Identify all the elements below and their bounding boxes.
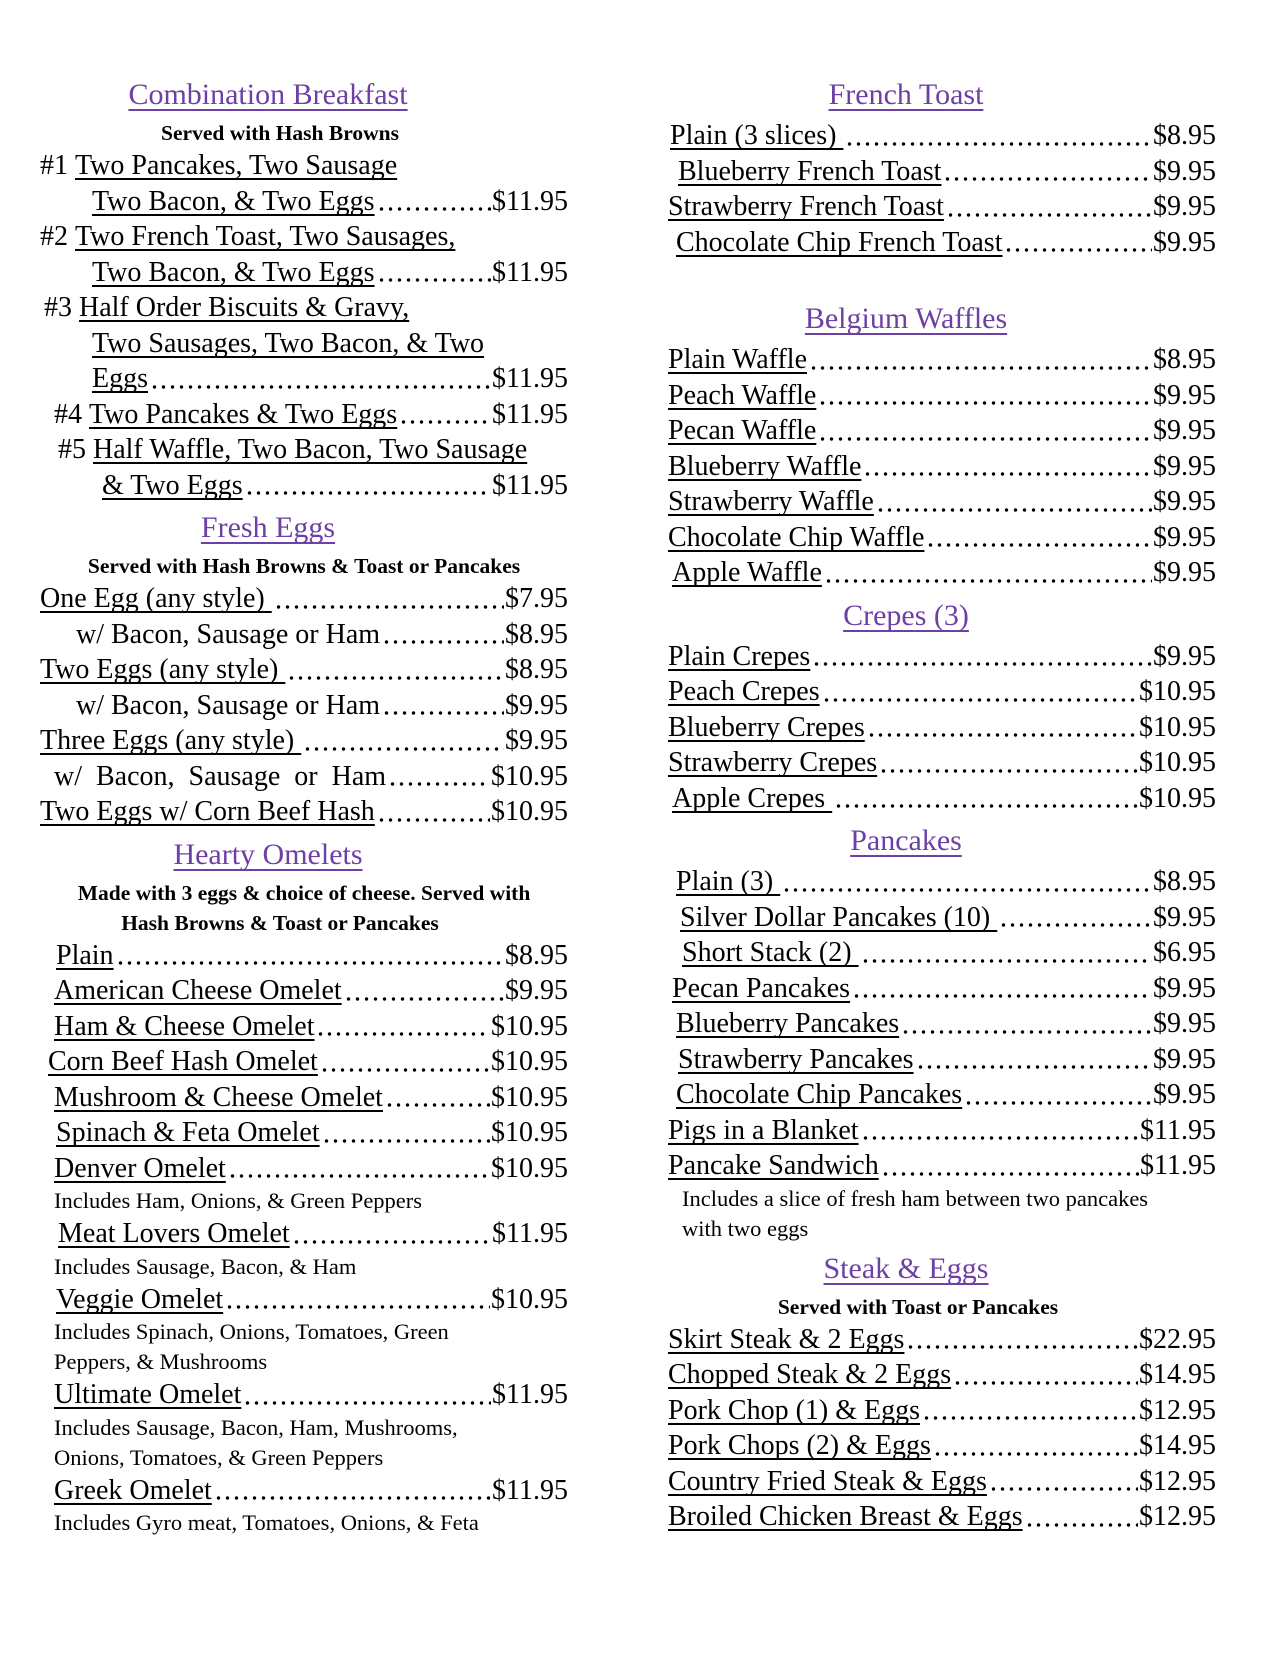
- menu-item-name: Two Sausages, Two Bacon, & Two: [92, 327, 485, 359]
- menu-item-name: One Egg (any style): [40, 583, 272, 614]
- menu-item: [668, 413, 1216, 449]
- dot-leader: [861, 959, 1152, 963]
- menu-item-price: $11.95: [492, 1218, 568, 1249]
- section-title: Fresh Eggs: [200, 511, 336, 544]
- menu-item: [40, 1216, 568, 1252]
- item-number: #1: [40, 150, 75, 181]
- section-subtitle: Served with Toast or Pancakes: [777, 1294, 1059, 1319]
- menu-item-name: Pigs in a Blanket: [668, 1114, 859, 1146]
- menu-item-price: $11.95: [492, 256, 568, 288]
- menu-item: [668, 674, 1216, 710]
- menu-item: [40, 1473, 568, 1509]
- menu-item-name: Blueberry Waffle: [668, 450, 862, 482]
- menu-item: [40, 290, 568, 326]
- menu-item-price: $9.95: [1153, 521, 1216, 553]
- menu-item: [668, 1499, 1216, 1535]
- section-combination-breakfast: [40, 76, 568, 503]
- menu-item-price: $9.95: [1153, 1008, 1216, 1039]
- menu-item-price: $9.95: [1153, 486, 1216, 517]
- menu-item-name: Mushroom & Cheese Omelet: [54, 1081, 383, 1113]
- dot-leader: [946, 213, 1152, 217]
- menu-item: [668, 189, 1216, 225]
- menu-item-price: $9.95: [1153, 379, 1216, 411]
- menu-item-name: Half Order Biscuits & Gravy,: [79, 292, 410, 323]
- menu-item-name: Denver Omelet: [54, 1152, 226, 1184]
- menu-item-name: Pecan Waffle: [668, 415, 817, 446]
- menu-item-name: Plain: [56, 939, 114, 971]
- column-left: [40, 70, 568, 1659]
- dot-leader: [382, 711, 504, 715]
- dot-leader: [863, 472, 1152, 476]
- menu-item-name: w/ Bacon, Sausage or Ham: [76, 618, 381, 650]
- menu-item-name: Two Eggs w/ Corn Beef Hash: [40, 796, 375, 827]
- menu-item-price: $9.95: [505, 725, 568, 756]
- menu-item-name: Peach Waffle: [668, 379, 817, 411]
- dot-leader: [382, 640, 504, 644]
- menu-item: [40, 1115, 568, 1151]
- dot-leader: [228, 1174, 490, 1178]
- menu-item: [668, 971, 1216, 1007]
- menu-item-name: Two Pancakes & Two Eggs: [89, 398, 398, 430]
- dot-leader: [385, 1103, 490, 1107]
- menu-item-price: $9.95: [1153, 1043, 1216, 1075]
- menu-item: [668, 1464, 1216, 1500]
- menu-item-price: $9.95: [1153, 191, 1216, 222]
- menu-item: [668, 1322, 1216, 1358]
- menu-item-name: Blueberry Pancakes: [676, 1008, 900, 1039]
- item-description: Includes Sausage, Bacon, & Ham: [54, 1253, 357, 1279]
- section-fresh-eggs: [40, 509, 568, 830]
- dot-leader: [822, 698, 1138, 702]
- menu-item: [668, 1148, 1216, 1184]
- dot-leader: [320, 1068, 490, 1072]
- menu-item-price: $9.95: [1153, 640, 1216, 672]
- menu-item-price: $11.95: [492, 1379, 568, 1410]
- dot-leader: [876, 508, 1152, 512]
- dot-leader: [867, 733, 1138, 737]
- section-title: Combination Breakfast: [128, 78, 408, 111]
- section-crepes-3: [668, 597, 1216, 817]
- menu-item-price: $10.95: [491, 1152, 568, 1184]
- menu-item: [668, 520, 1216, 556]
- menu-item-name: Plain Waffle: [668, 344, 808, 375]
- menu-item-name: Two Bacon, & Two Eggs: [92, 185, 375, 217]
- menu-item-price: $22.95: [1139, 1323, 1216, 1355]
- menu-item-price: $9.95: [1153, 557, 1216, 588]
- dot-leader: [845, 142, 1152, 146]
- dot-leader: [953, 1381, 1138, 1385]
- menu-item-name: & Two Eggs: [102, 469, 243, 501]
- menu-item: [40, 1080, 568, 1116]
- menu-item: [40, 1044, 568, 1080]
- menu-item-name: Chocolate Chip French Toast: [676, 226, 1003, 258]
- menu-item-price: $8.95: [1153, 344, 1216, 375]
- menu-item-price: $9.95: [1153, 155, 1216, 187]
- dot-leader: [316, 1032, 490, 1036]
- menu-item-price: $14.95: [1139, 1359, 1216, 1390]
- dot-leader: [274, 605, 504, 609]
- menu-item: [668, 1113, 1216, 1149]
- menu-item-price: $9.95: [1153, 450, 1216, 482]
- menu-item-name: Two Bacon, & Two Eggs: [92, 256, 375, 288]
- section-belgium-waffles: [668, 300, 1216, 591]
- menu-item-name: Apple Crepes: [672, 782, 833, 814]
- dot-leader: [926, 543, 1152, 547]
- menu-item-price: $14.95: [1139, 1430, 1216, 1461]
- menu-item-price: $12.95: [1139, 1465, 1216, 1497]
- item-description: Includes a slice of fresh ham between two pancakes: [682, 1185, 1149, 1211]
- dot-leader: [388, 782, 490, 786]
- item-description: with two eggs: [682, 1215, 809, 1241]
- menu-item-name: Broiled Chicken Breast & Eggs: [668, 1501, 1023, 1532]
- menu-item-price: $12.95: [1139, 1501, 1216, 1532]
- menu-item-name: Short Stack (2): [682, 937, 859, 968]
- dot-leader: [852, 994, 1152, 998]
- menu-item-name: Corn Beef Hash Omelet: [48, 1046, 318, 1077]
- menu-item-name: Strawberry Pancakes: [678, 1043, 914, 1075]
- menu-item: [40, 723, 568, 759]
- dot-leader: [287, 676, 504, 680]
- section-title: Crepes (3): [843, 598, 969, 632]
- menu-item-name: Chocolate Chip Pancakes: [676, 1079, 963, 1110]
- dot-leader: [225, 1305, 490, 1309]
- section-title: French Toast: [828, 78, 984, 111]
- menu-item-name: Pork Chop (1) & Eggs: [668, 1394, 920, 1426]
- item-number: #5: [58, 434, 93, 465]
- menu-item: [668, 1428, 1216, 1464]
- item-number: #3: [44, 292, 79, 323]
- dot-leader: [243, 1401, 491, 1405]
- menu-item: [668, 864, 1216, 900]
- menu-item: [40, 973, 568, 1009]
- dot-leader: [881, 1172, 1139, 1176]
- dot-leader: [782, 888, 1152, 892]
- menu-item-price: $9.95: [1153, 1079, 1216, 1110]
- menu-item-name: Spinach & Feta Omelet: [56, 1117, 320, 1148]
- dot-leader: [303, 747, 504, 751]
- dot-leader: [377, 207, 491, 211]
- menu-item: [668, 484, 1216, 520]
- menu-item-name: Plain Crepes: [668, 640, 811, 672]
- menu-item-name: w/ Bacon, Sausage or Ham: [76, 689, 381, 721]
- menu-item: [668, 745, 1216, 781]
- menu-item-name: w/ Bacon, Sausage or Ham: [54, 760, 387, 792]
- menu-item-price: $9.95: [1153, 226, 1216, 258]
- menu-item-price: $6.95: [1153, 937, 1216, 968]
- menu-item-name: Plain (3 slices): [670, 120, 844, 151]
- dot-leader: [834, 804, 1138, 808]
- menu-item-price: $9.95: [505, 689, 568, 721]
- dot-leader: [818, 401, 1152, 405]
- menu-item: [40, 617, 568, 653]
- menu-item-price: $11.95: [492, 363, 568, 394]
- menu-item-price: $11.95: [1140, 1114, 1216, 1146]
- dot-leader: [116, 961, 504, 965]
- dot-leader: [999, 923, 1152, 927]
- menu-item: [668, 1393, 1216, 1429]
- menu-item-name: Two Eggs (any style): [40, 654, 286, 685]
- section-subtitle: Made with 3 eggs & choice of cheese. Served with: [77, 880, 531, 905]
- menu-item-price: $8.95: [1153, 120, 1216, 151]
- menu-item: [40, 652, 568, 688]
- item-description: Includes Gyro meat, Tomatoes, Onions, & Feta: [54, 1510, 479, 1535]
- menu-item-name: Three Eggs (any style): [40, 725, 302, 756]
- menu-item-name: Pork Chops (2) & Eggs: [668, 1430, 931, 1461]
- menu-item: [668, 710, 1216, 746]
- menu-item: [668, 555, 1216, 591]
- menu-item-price: $9.95: [1153, 415, 1216, 446]
- dot-leader: [292, 1240, 491, 1244]
- menu-item-price: $8.95: [1153, 866, 1216, 897]
- menu-item: [40, 1151, 568, 1187]
- section-subtitle: Hash Browns & Toast or Pancakes: [121, 910, 439, 935]
- menu-item-name: Eggs: [92, 363, 148, 394]
- menu-item: [40, 255, 568, 291]
- menu-item: [40, 326, 568, 362]
- menu-item-name: Silver Dollar Pancakes (10): [680, 901, 998, 933]
- menu-item: [668, 154, 1216, 190]
- section-hearty-omelets: [40, 836, 568, 1539]
- dot-leader: [818, 437, 1152, 441]
- menu-item-price: $7.95: [505, 583, 568, 614]
- dot-leader: [150, 385, 491, 389]
- dot-leader: [245, 491, 491, 495]
- section-title: Belgium Waffles: [804, 302, 1008, 335]
- menu-item-name: Chocolate Chip Waffle: [668, 521, 925, 553]
- dot-leader: [933, 1452, 1138, 1456]
- menu-item-name: Veggie Omelet: [56, 1283, 224, 1315]
- menu-item: [40, 759, 568, 795]
- item-description: Peppers, & Mushrooms: [54, 1349, 268, 1374]
- menu-item-price: $10.95: [1139, 747, 1216, 778]
- menu-item-name: Two French Toast, Two Sausages,: [75, 221, 456, 252]
- menu-item: [40, 1009, 568, 1045]
- menu-item: [668, 1077, 1216, 1113]
- dot-leader: [809, 366, 1152, 370]
- menu-item: [40, 219, 568, 255]
- menu-item-name: Plain (3): [676, 866, 781, 897]
- menu-item-price: $8.95: [505, 939, 568, 971]
- menu-item: [40, 361, 568, 397]
- menu-item: [40, 432, 568, 468]
- menu-item-price: $11.95: [492, 185, 568, 217]
- menu-item-price: $11.95: [492, 1474, 568, 1506]
- item-description: Includes Spinach, Onions, Tomatoes, Green: [54, 1319, 449, 1344]
- dot-leader: [916, 1065, 1152, 1069]
- menu-item: [668, 118, 1216, 154]
- menu-item-price: $10.95: [1139, 711, 1216, 743]
- menu-item-price: $11.95: [492, 469, 568, 501]
- menu-item-name: American Cheese Omelet: [54, 975, 342, 1006]
- menu-item-name: Two Pancakes, Two Sausage: [75, 150, 398, 181]
- menu-item-name: Half Waffle, Two Bacon, Two Sausage: [93, 434, 528, 465]
- menu-item-price: $10.95: [491, 1081, 568, 1113]
- menu-item-name: Skirt Steak & 2 Eggs: [668, 1323, 905, 1355]
- menu-item-price: $9.95: [1153, 901, 1216, 933]
- menu-item-name: Pecan Pancakes: [672, 972, 851, 1004]
- menu-item: [668, 1042, 1216, 1078]
- menu-item-name: Strawberry French Toast: [668, 191, 944, 222]
- dot-leader: [906, 1345, 1138, 1349]
- menu-item-name: Apple Waffle: [672, 557, 822, 588]
- dot-leader: [922, 1416, 1138, 1420]
- menu-item-price: $10.95: [1139, 676, 1216, 707]
- dot-leader: [964, 1101, 1152, 1105]
- menu-item-name: Strawberry Waffle: [668, 486, 874, 517]
- menu-item: [40, 688, 568, 724]
- dot-leader: [989, 1487, 1138, 1491]
- menu-item: [668, 935, 1216, 971]
- dot-leader: [812, 662, 1152, 666]
- dot-leader: [1004, 248, 1152, 252]
- menu-item-price: $8.95: [505, 654, 568, 685]
- dot-leader: [399, 420, 491, 424]
- menu-item-price: $11.95: [492, 398, 568, 430]
- dot-leader: [879, 769, 1138, 773]
- dot-leader: [377, 278, 491, 282]
- item-description: Includes Sausage, Bacon, Ham, Mushrooms,: [54, 1414, 458, 1440]
- dot-leader: [1025, 1523, 1138, 1527]
- menu-item-price: $11.95: [1140, 1150, 1216, 1181]
- menu-item: [40, 581, 568, 617]
- menu-item-name: Country Fried Steak & Eggs: [668, 1465, 987, 1497]
- menu-item-price: $10.95: [491, 1117, 568, 1148]
- menu-item: [668, 342, 1216, 378]
- menu-item: [40, 397, 568, 433]
- menu-item-name: Strawberry Crepes: [668, 747, 878, 778]
- menu-item: [40, 938, 568, 974]
- menu-item-name: Greek Omelet: [54, 1474, 212, 1506]
- menu-item: [40, 148, 568, 184]
- menu-item: [40, 1282, 568, 1318]
- menu-item-price: $10.95: [491, 760, 568, 792]
- menu-item: [40, 468, 568, 504]
- menu-item-price: $10.95: [1139, 782, 1216, 814]
- menu-item: [40, 1377, 568, 1413]
- dot-leader: [943, 177, 1152, 181]
- menu-item-price: $8.95: [505, 618, 568, 650]
- menu-item: [40, 794, 568, 830]
- menu-item-price: $12.95: [1139, 1394, 1216, 1426]
- menu-item-price: $10.95: [491, 1046, 568, 1077]
- menu-item: [668, 781, 1216, 817]
- dot-leader: [377, 818, 490, 822]
- menu-item-name: Ultimate Omelet: [54, 1379, 242, 1410]
- dot-leader: [901, 1030, 1152, 1034]
- menu-item-name: Chopped Steak & 2 Eggs: [668, 1359, 952, 1390]
- section-subtitle: Served with Hash Browns & Toast or Pancakes: [87, 554, 521, 578]
- item-description: Includes Ham, Onions, & Green Peppers: [54, 1188, 423, 1213]
- section-title: Hearty Omelets: [173, 837, 363, 871]
- dot-leader: [861, 1136, 1139, 1140]
- menu-item: [668, 225, 1216, 261]
- dot-leader: [322, 1139, 490, 1143]
- menu-item-name: Meat Lovers Omelet: [58, 1218, 290, 1249]
- dot-leader: [214, 1496, 491, 1500]
- menu-item-price: $9.95: [505, 975, 568, 1006]
- section-pancakes: [668, 822, 1216, 1244]
- column-right: [668, 70, 1216, 1659]
- menu-item-name: Blueberry French Toast: [678, 155, 942, 187]
- item-description: Onions, Tomatoes, & Green Peppers: [54, 1444, 384, 1470]
- menu-item: [668, 639, 1216, 675]
- menu-item: [40, 184, 568, 220]
- item-number: #2: [40, 221, 75, 252]
- section-subtitle: Served with Hash Browns: [161, 121, 399, 145]
- section-title: Pancakes: [850, 824, 962, 857]
- item-number: #4: [54, 398, 89, 430]
- section-title: Steak & Eggs: [823, 1251, 989, 1285]
- menu-item-price: $10.95: [491, 1010, 568, 1042]
- dot-leader: [824, 579, 1152, 583]
- dot-leader: [344, 997, 504, 1001]
- menu-item-name: Blueberry Crepes: [668, 711, 865, 743]
- menu-item: [668, 378, 1216, 414]
- menu-item-price: $9.95: [1153, 972, 1216, 1004]
- menu-item: [668, 1006, 1216, 1042]
- section-french-toast: [668, 76, 1216, 260]
- menu-item: [668, 900, 1216, 936]
- menu-item: [668, 1357, 1216, 1393]
- menu-item-name: Ham & Cheese Omelet: [54, 1010, 315, 1042]
- menu-item: [668, 449, 1216, 485]
- menu-item-name: Pancake Sandwich: [668, 1150, 879, 1181]
- menu-item-price: $10.95: [491, 796, 568, 827]
- menu-item-name: Peach Crepes: [668, 676, 820, 707]
- section-steak-eggs: [668, 1250, 1216, 1535]
- menu-item-price: $10.95: [491, 1283, 568, 1315]
